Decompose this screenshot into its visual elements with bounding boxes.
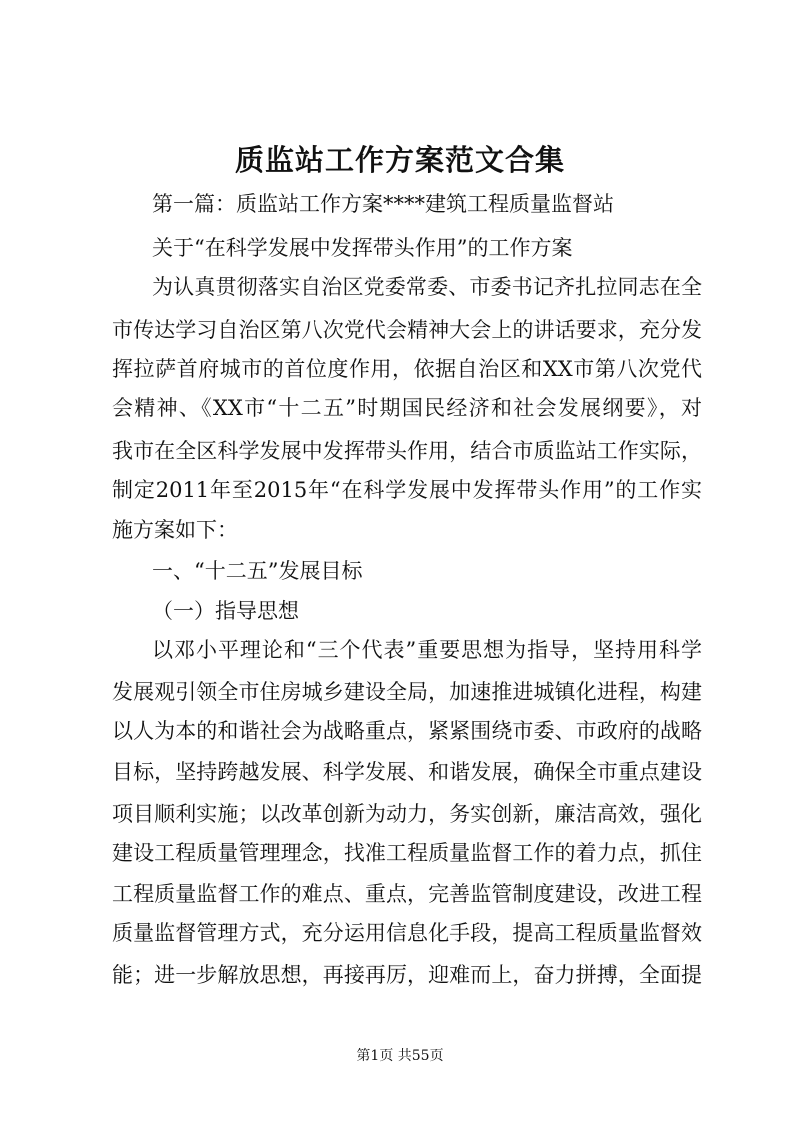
paragraph-line: 以人为本的和谐社会为战略重点，紧紧围绕市委、市政府的战略 bbox=[112, 719, 702, 743]
paragraph-line: 市传达学习自治区第八次党代会精神大会上的讲话要求，充分发 bbox=[112, 318, 702, 342]
paragraph-line: 会精神、《XX市“十二五”时期国民经济和社会发展纲要》，对 bbox=[112, 396, 702, 420]
paragraph-line: 施方案如下： bbox=[112, 518, 238, 542]
paragraph-line: 以邓小平理论和“三个代表”重要思想为指导，坚持用科学 bbox=[152, 638, 702, 662]
paragraph-line: 能；进一步解放思想，再接再厉，迎难而上，奋力拼搏，全面提 bbox=[112, 963, 702, 987]
document-title: 质监站工作方案范文合集 bbox=[234, 143, 565, 177]
paragraph-line: 挥拉萨首府城市的首位度作用，依据自治区和XX市第八次党代 bbox=[112, 357, 702, 381]
paragraph-line: 质量监督管理方式，充分运用信息化手段，提高工程质量监督效 bbox=[112, 921, 702, 945]
paragraph-line: 建设工程质量管理理念，找准工程质量监督工作的着力点，抓住 bbox=[112, 841, 702, 865]
paragraph-line: 制定2011年至2015年“在科学发展中发挥带头作用”的工作实 bbox=[112, 478, 702, 502]
paragraph-line: 项目顺利实施；以改革创新为动力，务实创新，廉洁高效，强化 bbox=[112, 802, 702, 826]
subsection-heading: （一）指导思想 bbox=[152, 599, 299, 623]
paragraph-line: 我市在全区科学发展中发挥带头作用，结合市质监站工作实际， bbox=[112, 439, 702, 463]
paragraph-line: 工程质量监督工作的难点、重点，完善监管制度建设，改进工程 bbox=[112, 882, 702, 906]
heading-first-article: 第一篇：质监站工作方案****建筑工程质量监督站 bbox=[152, 192, 614, 216]
paragraph-line: 目标，坚持跨越发展、科学发展、和谐发展，确保全市重点建设 bbox=[112, 760, 702, 784]
heading-plan-name: 关于“在科学发展中发挥带头作用”的工作方案 bbox=[152, 236, 573, 260]
paragraph-line: 发展观引领全市住房城乡建设全局，加速推进城镇化进程，构建 bbox=[112, 680, 702, 704]
page-number-footer: 第1页 共55页 bbox=[356, 1048, 444, 1064]
paragraph-line: 为认真贯彻落实自治区党委常委、市委书记齐扎拉同志在全 bbox=[152, 275, 702, 299]
section-heading: 一、“十二五”发展目标 bbox=[152, 559, 363, 583]
